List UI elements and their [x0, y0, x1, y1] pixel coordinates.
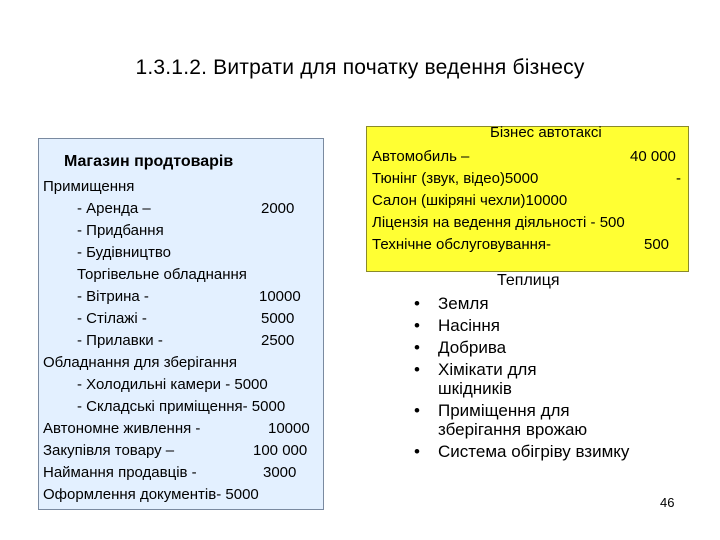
store-line-label: - Холодильні камери - 5000	[77, 376, 268, 393]
taxi-line-value: 40 000	[630, 148, 676, 165]
store-line	[43, 440, 313, 462]
greenhouse-item-text: Хімікати для шкідників	[438, 360, 537, 398]
store-line-label: - Аренда –	[77, 200, 151, 217]
taxi-title: Бізнес автотаксі	[490, 124, 602, 141]
store-line-label: Закупівля товару –	[43, 442, 175, 459]
store-line-value: 100 000	[253, 442, 308, 459]
slide-title: 1.3.1.2. Витрати для початку ведення бізнесу	[135, 56, 585, 79]
greenhouse-item-text: Земля	[438, 294, 489, 313]
store-line	[43, 220, 313, 242]
bullet-icon: •	[414, 442, 420, 461]
greenhouse-item	[414, 294, 654, 313]
greenhouse-item	[414, 442, 638, 461]
store-line-label: - Стілажі -	[77, 310, 147, 327]
greenhouse-item	[414, 338, 654, 357]
taxi-line-label: Автомобиль –	[372, 148, 470, 165]
taxi-line-value: -	[676, 170, 681, 187]
store-line-label: Обладнання для зберігання	[43, 354, 238, 371]
taxi-line-label: Салон (шкіряні чехли)10000	[372, 192, 568, 209]
store-line	[43, 286, 313, 308]
greenhouse-item	[414, 401, 648, 439]
taxi-line-value: 500	[644, 236, 670, 253]
store-line	[43, 418, 313, 440]
store-line-label: Торгівельне обладнання	[77, 266, 247, 283]
greenhouse-item	[414, 316, 654, 335]
store-line-label: Наймання продавців -	[43, 464, 197, 481]
bullet-icon: •	[414, 360, 420, 379]
store-line-label: Автономне живлення -	[43, 420, 201, 437]
store-line	[43, 484, 313, 506]
greenhouse-item-text: Приміщення для зберігання врожаю	[438, 401, 588, 439]
greenhouse-list	[414, 294, 654, 464]
greenhouse-item-text: Добрива	[438, 338, 507, 357]
store-line-value: 5000	[261, 310, 295, 327]
store-line	[43, 176, 313, 198]
store-line-value: 10000	[268, 420, 310, 437]
bullet-icon: •	[414, 294, 420, 313]
taxi-line-label: Тюнінг (звук, відео)5000	[372, 170, 539, 187]
taxi-line-label: Технічне обслуговування-	[372, 236, 552, 253]
store-line-value: 2500	[261, 332, 295, 349]
page-number: 46	[660, 495, 675, 510]
taxi-cost-list	[372, 146, 684, 256]
bullet-icon: •	[414, 316, 420, 335]
store-line	[43, 308, 313, 330]
bullet-icon: •	[414, 401, 420, 420]
store-cost-list	[43, 176, 313, 506]
greenhouse-title: Теплиця	[497, 272, 560, 289]
store-line	[43, 396, 313, 418]
bullet-icon: •	[414, 338, 420, 357]
store-line-label: - Складські приміщення- 5000	[77, 398, 286, 415]
store-line-label: - Прилавки -	[77, 332, 163, 349]
store-line	[43, 264, 313, 286]
store-line-value: 3000	[263, 464, 297, 481]
taxi-line-label: Ліцензія на ведення діяльності - 500	[372, 214, 625, 231]
store-line-value: 10000	[259, 288, 301, 305]
store-line-label: - Вітрина -	[77, 288, 149, 305]
greenhouse-item	[414, 360, 608, 398]
store-title: Магазин продтоварів	[64, 153, 234, 170]
store-line	[43, 374, 313, 396]
greenhouse-item-text: Насіння	[438, 316, 500, 335]
store-line-label: Примищення	[43, 178, 135, 195]
store-line	[43, 242, 313, 264]
store-line	[43, 198, 313, 220]
store-line-value: 2000	[261, 200, 295, 217]
taxi-line	[372, 212, 684, 234]
store-line	[43, 352, 313, 374]
taxi-line	[372, 168, 684, 190]
store-line	[43, 462, 313, 484]
store-line-label: Оформлення документів- 5000	[43, 486, 259, 503]
store-line-label: - Придбання	[77, 222, 164, 239]
taxi-line	[372, 146, 684, 168]
store-line	[43, 330, 313, 352]
greenhouse-item-text: Система обігріву взимку	[438, 442, 630, 461]
taxi-line	[372, 190, 684, 212]
taxi-line	[372, 234, 684, 256]
store-line-label: - Будівництво	[77, 244, 171, 261]
